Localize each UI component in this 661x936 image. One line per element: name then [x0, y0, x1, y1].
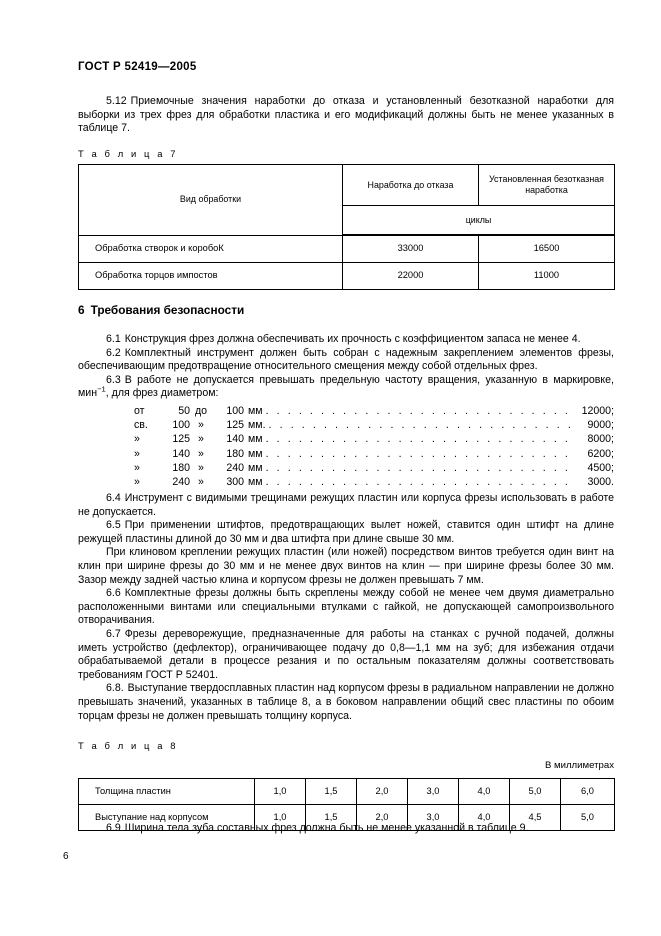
table-row — [79, 262, 615, 289]
range-unit: мм — [248, 433, 263, 446]
paragraph-text: При применении штифтов, предотвращающих вылет ножей, ставится один штифт на длине режущей пластины длиной до 30 мм и два штифта при длине свыше 30 мм. — [78, 519, 614, 545]
range-from-value: 125 — [172, 433, 190, 446]
diameter-speed-list — [78, 404, 614, 489]
table-8-row-label: Выступание над корпусом — [79, 805, 255, 831]
range-to-label: » — [198, 447, 204, 460]
dot-leader: . . . . . . . . . . . . . . . . . . . . . . . . . . . . — [265, 476, 571, 489]
paragraph-6-8 — [78, 682, 614, 723]
speed-value: 8000; — [587, 433, 614, 446]
paragraph-6-5 — [78, 519, 614, 546]
range-from-value: 100 — [172, 419, 190, 432]
table-8-cell: 2,0 — [357, 779, 408, 805]
paragraph-text: При клиновом креплении режущих пластин (или ножей) посредством винтов требуется один винт на клин при ширине фрезы до 30 мм и не менее двух винтов на клин — при ширине фрезы более 30 мм. Зазор между задней частью клина и корпусом фрезы не должен превышать 7 мм. — [78, 546, 614, 586]
table-8-cell: 5,0 — [561, 805, 615, 831]
paragraph-number: 6.3 — [106, 373, 121, 386]
table-7-header-established: Установленная безотказная наработка — [479, 165, 615, 206]
section-6-heading — [78, 303, 614, 317]
table-row — [79, 235, 615, 262]
dot-leader: . . . . . . . . . . . . . . . . . . . . . . . . . . . . — [265, 461, 571, 474]
paragraph-text: В работе не допускается превышать предельную частоту вращения, указанную в маркировке, мин — [78, 373, 614, 400]
table-8-cell: 3,0 — [408, 779, 459, 805]
range-to-value: 300 — [226, 476, 244, 489]
table-7-cell-mtbf: 33000 — [343, 235, 479, 262]
paragraph-text: Выступание твердосплавных пластин над корпусом фрезы в радиальном направлении не должно превышать значений, указанных в таблице 8, а в боковом направлении общий свес пластины по обоим торцам фрезы не должен превышать толщину корпуса. — [78, 682, 614, 722]
range-from-value: 240 — [172, 476, 190, 489]
range-from-value: 50 — [178, 405, 190, 417]
table-7-cell-mtbf: 22000 — [343, 262, 479, 289]
table-8-cell: 4,0 — [459, 805, 510, 831]
table-8-caption: Т а б л и ц а 8 — [78, 740, 179, 751]
range-unit: мм — [248, 405, 263, 417]
range-from-value: 140 — [172, 447, 190, 460]
paragraph-6-1 — [78, 333, 614, 347]
paragraph-number: 6.7 — [106, 627, 121, 640]
paragraph-6-7 — [78, 628, 614, 682]
paragraph-6-9 — [78, 822, 614, 836]
paragraph-number: 5.12 — [106, 95, 127, 107]
range-to-value: 180 — [226, 447, 244, 460]
table-7-cell-established: 11000 — [479, 262, 615, 289]
paragraph-6-4 — [78, 492, 614, 519]
paragraph-5-12 — [78, 95, 614, 136]
range-to-value: 240 — [226, 461, 244, 474]
range-from-label: » — [134, 433, 140, 446]
range-unit: мм — [248, 476, 263, 489]
range-to-label: » — [198, 433, 204, 446]
paragraph-text: Комплектные фрезы должны быть скреплены между собой не менее чем двумя диаметрально расположенными винтами или специальными втулками с гайкой, не допускающей самопроизвольного отворачивания. — [78, 587, 614, 627]
range-to-label: » — [198, 476, 204, 489]
table-8-cell: 1,0 — [255, 805, 306, 831]
dot-leader: . . . . . . . . . . . . . . . . . . . . . . . . . . . . — [265, 447, 571, 460]
paragraph-text: Конструкция фрез должна обеспечивать их прочность с коэффициентом запаса не менее 4. — [124, 333, 581, 345]
paragraph-6-2 — [78, 347, 614, 374]
table-8-row-label: Толщина пластин — [79, 779, 255, 805]
paragraph-text-tail: , для фрез диаметром: — [105, 387, 219, 400]
range-to-label: » — [198, 419, 204, 432]
table-7-units-row: циклы — [343, 206, 615, 236]
range-to-label: до — [194, 405, 208, 417]
range-to-value: 140 — [226, 433, 244, 446]
paragraph-text: Инструмент с видимыми трещинами режущих пластин или корпуса фрезы использовать в работе не допускается. — [78, 492, 614, 518]
range-unit: мм. — [248, 419, 266, 432]
paragraph-number: 6.5 — [106, 519, 121, 532]
table-7-cell-type: Обработка створок и коробоК — [79, 235, 343, 262]
range-to-value: 125 — [226, 419, 244, 432]
paragraph-6-6 — [78, 587, 614, 628]
table-8-cell: 6,0 — [561, 779, 615, 805]
paragraph-number: 6.8. — [106, 682, 124, 695]
range-from-label: от — [134, 405, 145, 417]
dot-leader: . . . . . . . . . . . . . . . . . . . . . . . . . . . . — [265, 405, 571, 417]
paragraph-number: 6.4 — [106, 492, 121, 504]
page-number: 6 — [63, 851, 69, 862]
dot-leader: . . . . . . . . . . . . . . . . . . . . . . . . . . . . — [268, 419, 574, 432]
speed-value: 4500; — [587, 461, 614, 474]
table-8-cell: 2,0 — [357, 805, 408, 831]
table-7-cell-type: Обработка торцов импостов — [79, 262, 343, 289]
range-from-value: 180 — [172, 461, 190, 474]
range-from-label: » — [134, 476, 140, 489]
paragraph-6-5-continued — [78, 546, 614, 587]
range-unit: мм — [248, 447, 263, 460]
range-to-label: » — [198, 461, 204, 474]
table-7 — [78, 164, 615, 290]
speed-value: 6200; — [587, 447, 614, 460]
table-8-units-note: В миллиметрах — [544, 760, 614, 771]
paragraph-6-3 — [78, 374, 614, 401]
table-7-caption: Т а б л и ц а 7 — [78, 148, 179, 159]
table-8-cell: 3,0 — [408, 805, 459, 831]
range-from-label: св. — [134, 419, 148, 432]
list-item — [78, 432, 614, 446]
paragraph-text: Приемочные значения наработки до отказа и установленный безотказной наработки для выборки из трех фрез для обработки пластика и его модификаций должны быть не менее указанных в таблице 7. — [78, 95, 614, 135]
paragraph-number: 6.6 — [106, 587, 121, 600]
paragraph-superscript: −1 — [97, 384, 106, 394]
table-8-cell: 1,5 — [306, 779, 357, 805]
dot-leader: . . . . . . . . . . . . . . . . . . . . . . . . . . . . — [265, 433, 571, 446]
paragraph-number: 6.9 — [106, 822, 121, 834]
paragraph-text: Комплектный инструмент должен быть собран с надежным закреплением элементов фрезы, обеспечивающим предотвращение относительного смещения между собой отдельных фрез. — [78, 346, 614, 373]
section-title: Требования безопасности — [90, 303, 245, 317]
table-7-header-mtbf: Наработка до отказа — [343, 165, 479, 206]
paragraph-text: Фрезы дереворежущие, предназначенные для работы на станках с ручной подачей, должны иметь устройство (дефлектор), ограничивающее подачу до 0,8—1,1 мм на зуб; для избежания отдачи обрабатываемой детали в процессе резания и по остальным показателям должны соответствовать требованиям ГОСТ Р 52401. — [78, 627, 614, 681]
paragraph-number: 6.2 — [106, 346, 121, 359]
range-from-label: » — [134, 461, 140, 474]
speed-value: 3000. — [587, 476, 614, 489]
list-item — [78, 461, 614, 475]
table-row — [79, 779, 615, 805]
speed-value: 12000; — [581, 405, 614, 417]
range-to-value: 100 — [226, 405, 244, 417]
table-8-cell: 5,0 — [510, 779, 561, 805]
table-8-cell: 1,5 — [306, 805, 357, 831]
table-8-cell: 4,0 — [459, 779, 510, 805]
paragraph-number: 6.1 — [106, 333, 121, 345]
range-from-label: » — [134, 447, 140, 460]
section-number: 6 — [78, 303, 85, 317]
list-item — [78, 418, 614, 432]
table-8-cell: 1,0 — [255, 779, 306, 805]
list-item — [78, 475, 614, 489]
paragraph-text: Ширина тела зуба составных фрез должна быть не менее указанной в таблице 9. — [124, 822, 529, 834]
list-item — [78, 404, 614, 418]
speed-value: 9000; — [587, 419, 614, 432]
standard-header: ГОСТ Р 52419—2005 — [78, 61, 197, 73]
table-7-cell-established: 16500 — [479, 235, 615, 262]
table-7-header-type: Вид обработки — [79, 165, 343, 236]
table-row — [79, 165, 615, 206]
list-item — [78, 447, 614, 461]
table-8-cell: 4,5 — [510, 805, 561, 831]
range-unit: мм — [248, 461, 263, 474]
